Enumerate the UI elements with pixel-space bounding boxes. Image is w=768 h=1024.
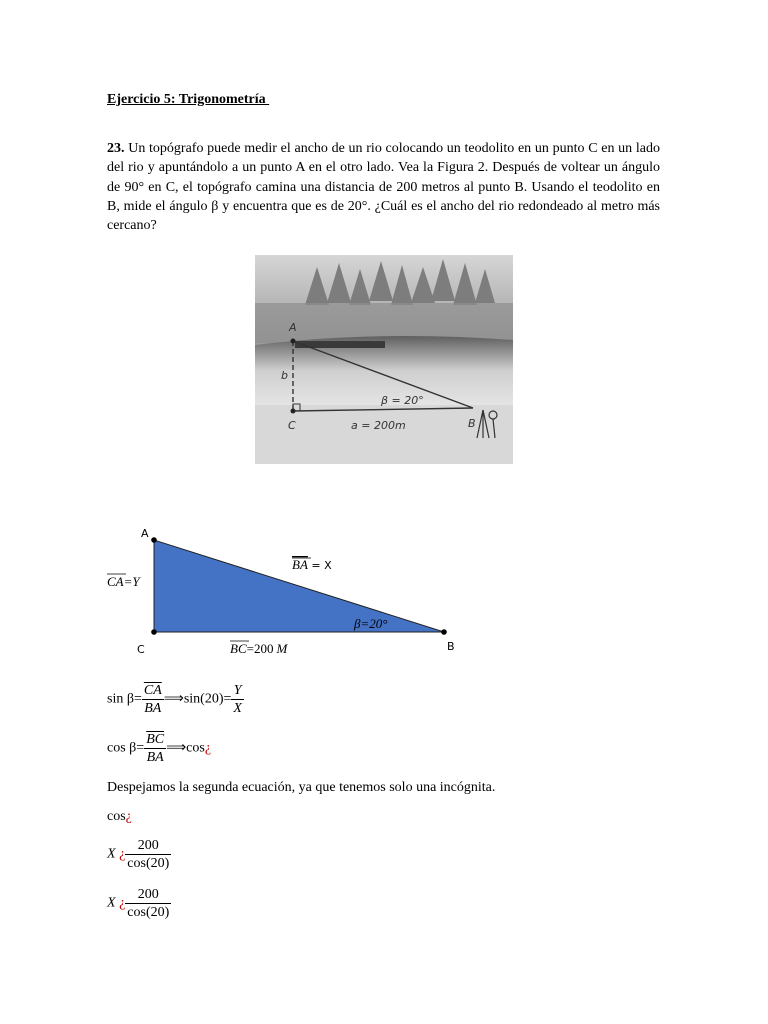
equation-sin [107,683,244,716]
eq4-error-glyph: ¿ [119,895,126,911]
label-bc: BC=200 M [230,641,288,656]
photo-label-b: b [281,369,288,382]
near-bank [255,405,513,464]
label-c: C [137,643,145,656]
exercise-title: Ejercicio 5: Trigonometría [107,92,270,107]
problem-statement [107,139,660,235]
triangle-shape [154,540,444,632]
figure-2-photo [255,255,513,464]
photo-label-c: C [288,419,296,432]
eq4-fraction: $\frac{200}{\cos(20)}$ [127,887,170,920]
label-angle: β=20° [354,616,388,631]
photo-label-beta: β = 20° [381,394,424,407]
problem-number: 23. [107,141,125,156]
equation-cos [107,732,211,765]
equation-x-2: X ¿ $\frac{200}{\cos(20)}$ [107,887,170,920]
photo-label-side-a: a = 200m [351,419,406,432]
eq2-error-glyph: ¿ [204,740,212,756]
vertex-b [441,629,447,635]
eq2-fraction: $\frac{\overline{BC}}{BA}$ [146,732,165,765]
cos-error-glyph: ¿ [125,809,132,824]
vertex-c [151,629,157,635]
eq3-error-glyph: ¿ [119,846,126,862]
equation-x-1: X ¿ $\frac{200}{\cos(20)}$ [107,838,170,871]
vertex-a [151,537,157,543]
eq1-fraction-2: $\frac{Y}{X}$ [233,683,242,716]
label-a: A [141,527,149,540]
triangle-diagram [100,520,480,660]
label-b: B [447,640,455,653]
photo-label-b-point: B [468,417,476,430]
eq3-fraction: $\frac{200}{\cos(20)}$ [127,838,170,871]
instruction-line: Despejamos la segunda ecuación, ya que tenemos solo una incógnita. [107,780,496,795]
photo-label-a: A [289,321,297,334]
eq2-mid: cos [186,740,205,756]
cos-line: cos¿ [107,809,132,824]
problem-text: Un topógrafo puede medir el ancho de un rio colocando un teodolito en un punto C en un lado del rio y apuntándolo a un punto A en el otro lado. Vea la Figura 2. Después de voltear un ángulo de 90° en C, el topógrafo camina una distancia de 200 metros al punto B. Usando el teodolito en B, mide el ángulo β y encuentra que es de 20°. ¿Cuál es el ancho del rio redondeado al metro más cercano? [107,141,660,234]
eq1-fraction: $\frac{\overline{CA}}{BA}$ [143,683,162,716]
eq2-arrow: ⟹ [166,740,187,756]
eq1-mid: sin(20)= [183,691,232,707]
eq1-lhs: sin β= [107,691,142,707]
label-ca: CA=Y [107,574,140,589]
eq1-arrow: ⟹ [163,691,184,707]
label-ba: BA = X [292,557,332,572]
eq2-lhs: cos β= [107,740,145,756]
